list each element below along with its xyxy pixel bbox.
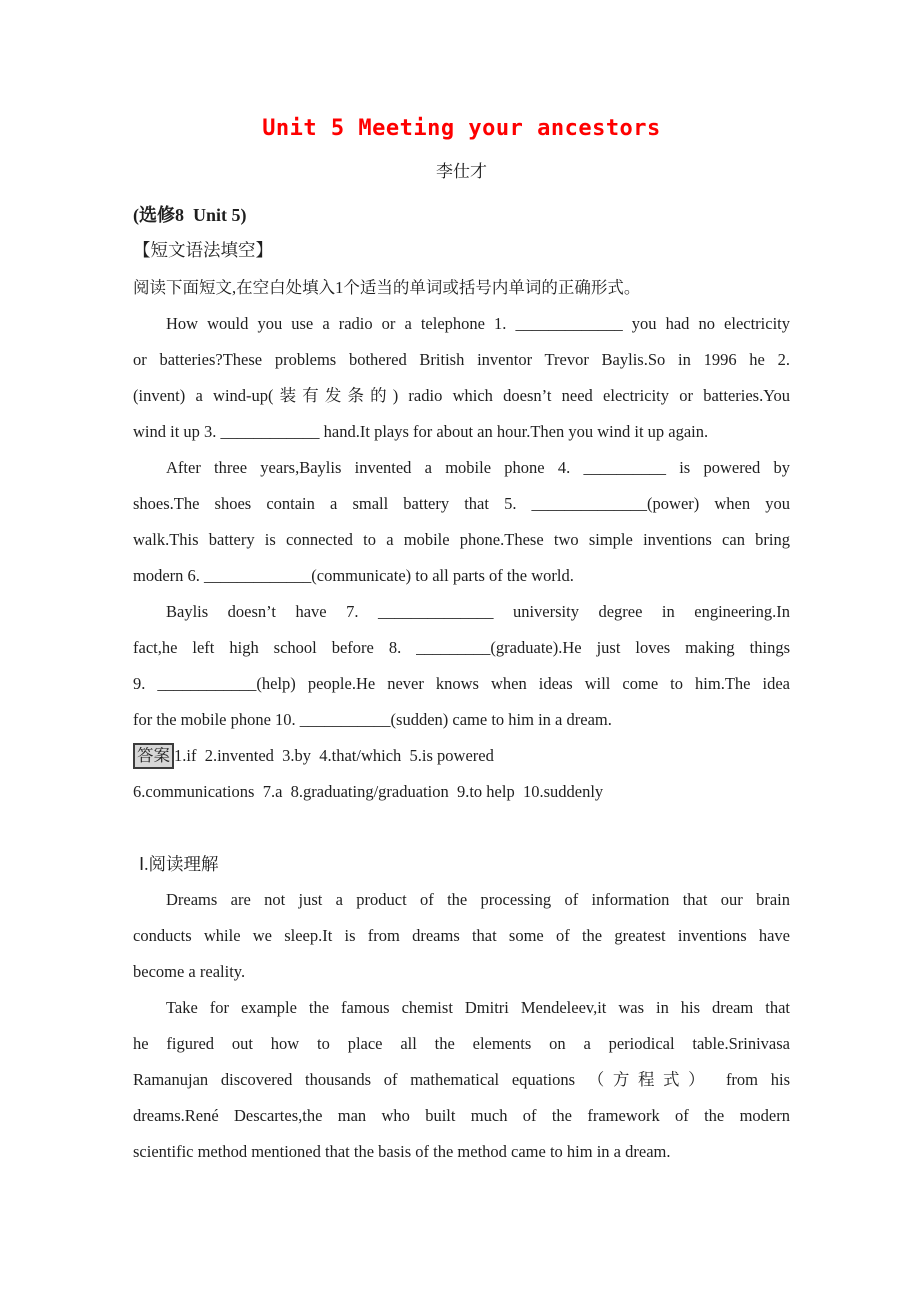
- reading-line: dreams.René Descartes,the man who built much of the framework of the modern: [133, 1106, 790, 1125]
- cloze-line: or batteries?These problems bothered British inventor Trevor Baylis.So in 1996 he 2.: [133, 350, 790, 369]
- cloze-line: modern 6. _____________(communicate) to all parts of the world.: [133, 566, 574, 585]
- cloze-line: How would you use a radio or a telephone 1. _____________ you had no electricity: [166, 314, 790, 333]
- reading-line: become a reality.: [133, 962, 246, 981]
- author-name: 李仕才: [436, 162, 487, 181]
- cloze-line: wind it up 3. ____________ hand.It plays for about an hour.Then you wind it up again.: [133, 422, 709, 441]
- cloze-line: 9. ____________(help) people.He never knows when ideas will come to him.The idea: [133, 674, 790, 693]
- reading-line: scientific method mentioned that the basis of the method came to him in a dream.: [133, 1142, 671, 1161]
- answers-line-1: [133, 738, 790, 774]
- answers-text-1: 1.if 2.invented 3.by 4.that/which 5.is powered: [174, 746, 494, 765]
- reading-comprehension-heading: Ⅰ.阅读理解: [139, 854, 219, 874]
- cloze-line: Baylis doesn’t have 7. ______________ university degree in engineering.In: [166, 602, 790, 621]
- cloze-line: walk.This battery is connected to a mobile phone.These two simple inventions can bring: [133, 530, 790, 549]
- cloze-line: for the mobile phone 10. ___________(sudden) came to him in a dream.: [133, 710, 612, 729]
- page-title: Unit 5 Meeting your ancestors: [262, 116, 661, 141]
- unit-heading: (选修8 Unit 5): [133, 205, 247, 225]
- cloze-line: (invent) a wind-up(装有发条的) radio which doesn’t need electricity or batteries.You: [133, 386, 790, 405]
- blank-line-spacer: [133, 810, 790, 846]
- reading-line: Dreams are not just a product of the processing of information that our brain: [166, 890, 790, 909]
- cloze-instructions: 阅读下面短文,在空白处填入1个适当的单词或括号内单词的正确形式。: [133, 278, 641, 297]
- cloze-line: fact,he left high school before 8. _________(graduate).He just loves making things: [133, 638, 790, 657]
- answers-line-2: 6.communications 7.a 8.graduating/graduation 9.to help 10.suddenly: [133, 782, 604, 801]
- reading-line: conducts while we sleep.It is from dreams that some of the greatest inventions have: [133, 926, 790, 945]
- reading-line: Take for example the famous chemist Dmitri Mendeleev,it was in his dream that: [166, 998, 790, 1017]
- section-heading-cloze: 【短文语法填空】: [133, 240, 273, 260]
- reading-line: he figured out how to place all the elements on a periodical table.Srinivasa: [133, 1034, 790, 1053]
- answer-label-badge: 答案: [133, 743, 174, 769]
- reading-line: Ramanujan discovered thousands of mathematical equations （方程式） from his: [133, 1070, 790, 1089]
- cloze-line: shoes.The shoes contain a small battery that 5. ______________(power) when you: [133, 494, 790, 513]
- cloze-line: After three years,Baylis invented a mobile phone 4. __________ is powered by: [166, 458, 790, 477]
